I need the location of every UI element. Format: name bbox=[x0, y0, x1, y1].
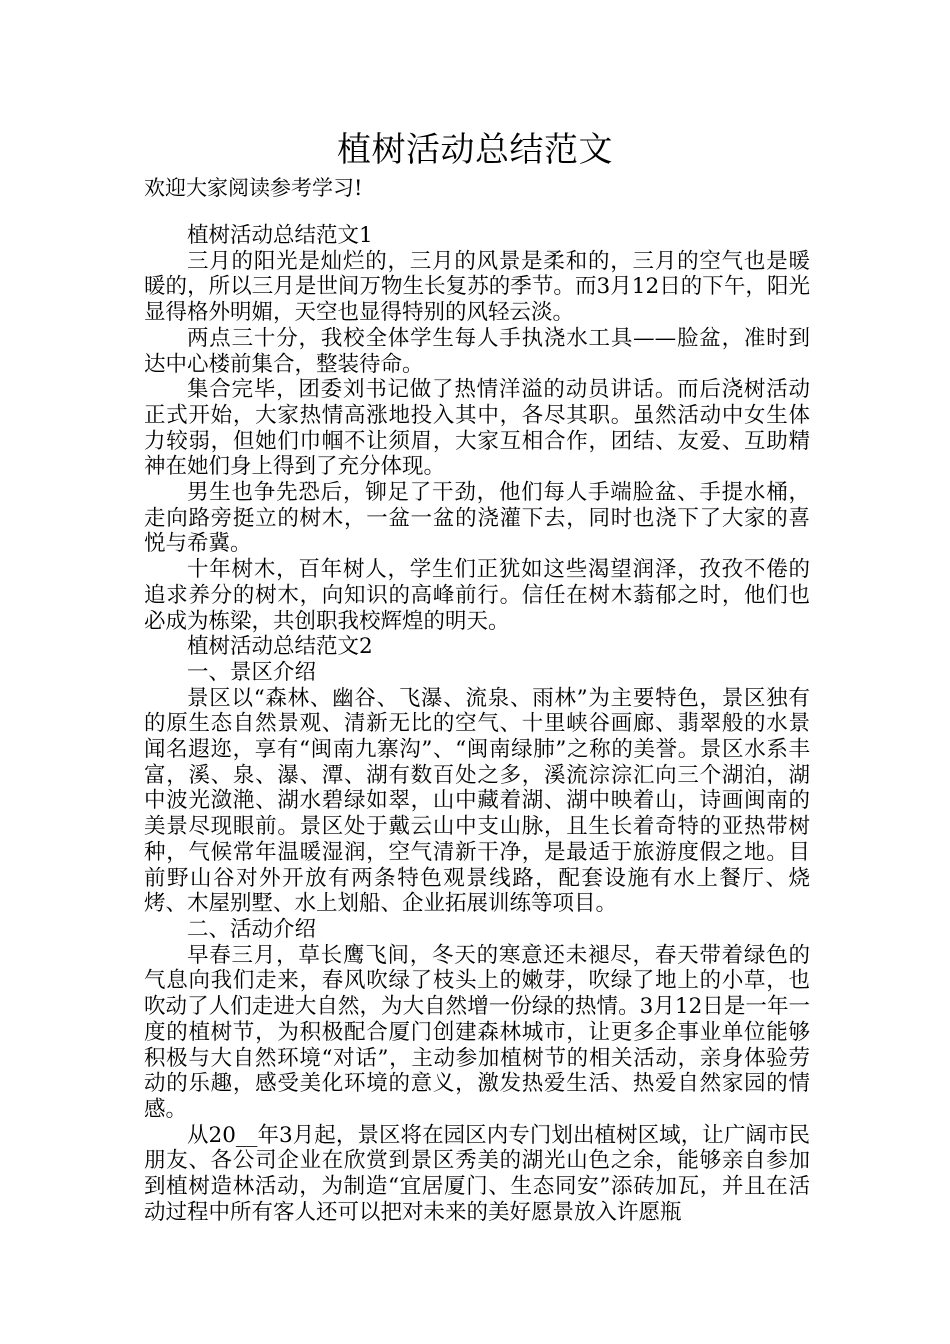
document-body bbox=[144, 223, 810, 1225]
paragraph: 两点三十分，我校全体学生每人手执浇水工具——脸盆，准时到达中心楼前集合，整装待命。 bbox=[144, 325, 810, 377]
paragraph: 集合完毕，团委刘书记做了热情洋溢的动员讲话。而后浇树活动正式开始，大家热情高涨地投入其中，各尽其职。虽然活动中女生体力较弱，但她们巾帼不让须眉，大家互相合作，团结、友爱、互助精神在她们身上得到了充分体现。 bbox=[144, 377, 810, 480]
paragraph: 景区以“森林、幽谷、飞瀑、流泉、雨林”为主要特色，景区独有的原生态自然景观、清新无比的空气、十里峡谷画廊、翡翠般的水景闻名遐迩，享有“闽南九寨沟”、“闽南绿肺”之称的美誉。景区水系丰富，溪、泉、瀑、潭、湖有数百处之多，溪流淙淙汇向三个湖泊，湖中波光潋滟、湖水碧绿如翠，山中藏着湖、湖中映着山，诗画闽南的美景尽现眼前。景区处于戴云山中支山脉，且生长着奇特的亚热带树种，气候常年温暖湿润，空气清新干净，是最适于旅游度假之地。目前野山谷对外开放有两条特色观景线路，配套设施有水上餐厅、烧烤、木屋别墅、水上划船、企业拓展训练等项目。 bbox=[144, 685, 810, 917]
section-heading-sample-2: 植树活动总结范文2 bbox=[187, 634, 373, 660]
document-title: 植树活动总结范文 bbox=[337, 130, 613, 170]
paragraph: 男生也争先恐后，铆足了干劲，他们每人手端脸盆、手提水桶，走向路旁挺立的树木，一盆一盆的浇灌下去，同时也浇下了大家的喜悦与希冀。 bbox=[144, 480, 810, 557]
paragraph: 三月的阳光是灿烂的，三月的风景是柔和的，三月的空气也是暖暖的，所以三月是世间万物生长复苏的季节。而3月12日的下午，阳光显得格外明媚，天空也显得特别的风轻云淡。 bbox=[144, 248, 810, 326]
welcome-line: 欢迎大家阅读参考学习! bbox=[144, 176, 363, 200]
subheading-scenic-intro: 一、景区介绍 bbox=[187, 659, 317, 685]
paragraph: 十年树木，百年树人，学生们正犹如这些渴望润泽，孜孜不倦的追求养分的树木，向知识的高峰前行。信任在树木蓊郁之时，他们也必成为栋梁，共创职我校辉煌的明天。 bbox=[144, 557, 810, 634]
subheading-activity-intro: 二、活动介绍 bbox=[187, 916, 317, 942]
section-heading-sample-1: 植树活动总结范文1 bbox=[187, 223, 373, 248]
paragraph: 早春三月，草长鹰飞间，冬天的寒意还未褪尽，春天带着绿色的气息向我们走来，春风吹绿了枝头上的嫩芽，吹绿了地上的小草，也吹动了人们走进大自然，为大自然增一份绿的热情。3月12日是一年一度的植树节，为积极配合厦门创建森林城市，让更多企事业单位能够积极与大自然环境“对话”，主动参加植树节的相关活动，亲身体验劳动的乐趣，感受美化环境的意义，激发热爱生活、热爱自然家园的情感。 bbox=[144, 942, 810, 1122]
paragraph: 从20__年3月起，景区将在园区内专门划出植树区域，让广阔市民朋友、各公司企业在欣赏到景区秀美的湖光山色之余，能够亲自参加到植树造林活动，为制造“宜居厦门、生态同安”添砖加瓦，并且在活动过程中所有客人还可以把对未来的美好愿景放入许愿瓶 bbox=[144, 1122, 810, 1225]
